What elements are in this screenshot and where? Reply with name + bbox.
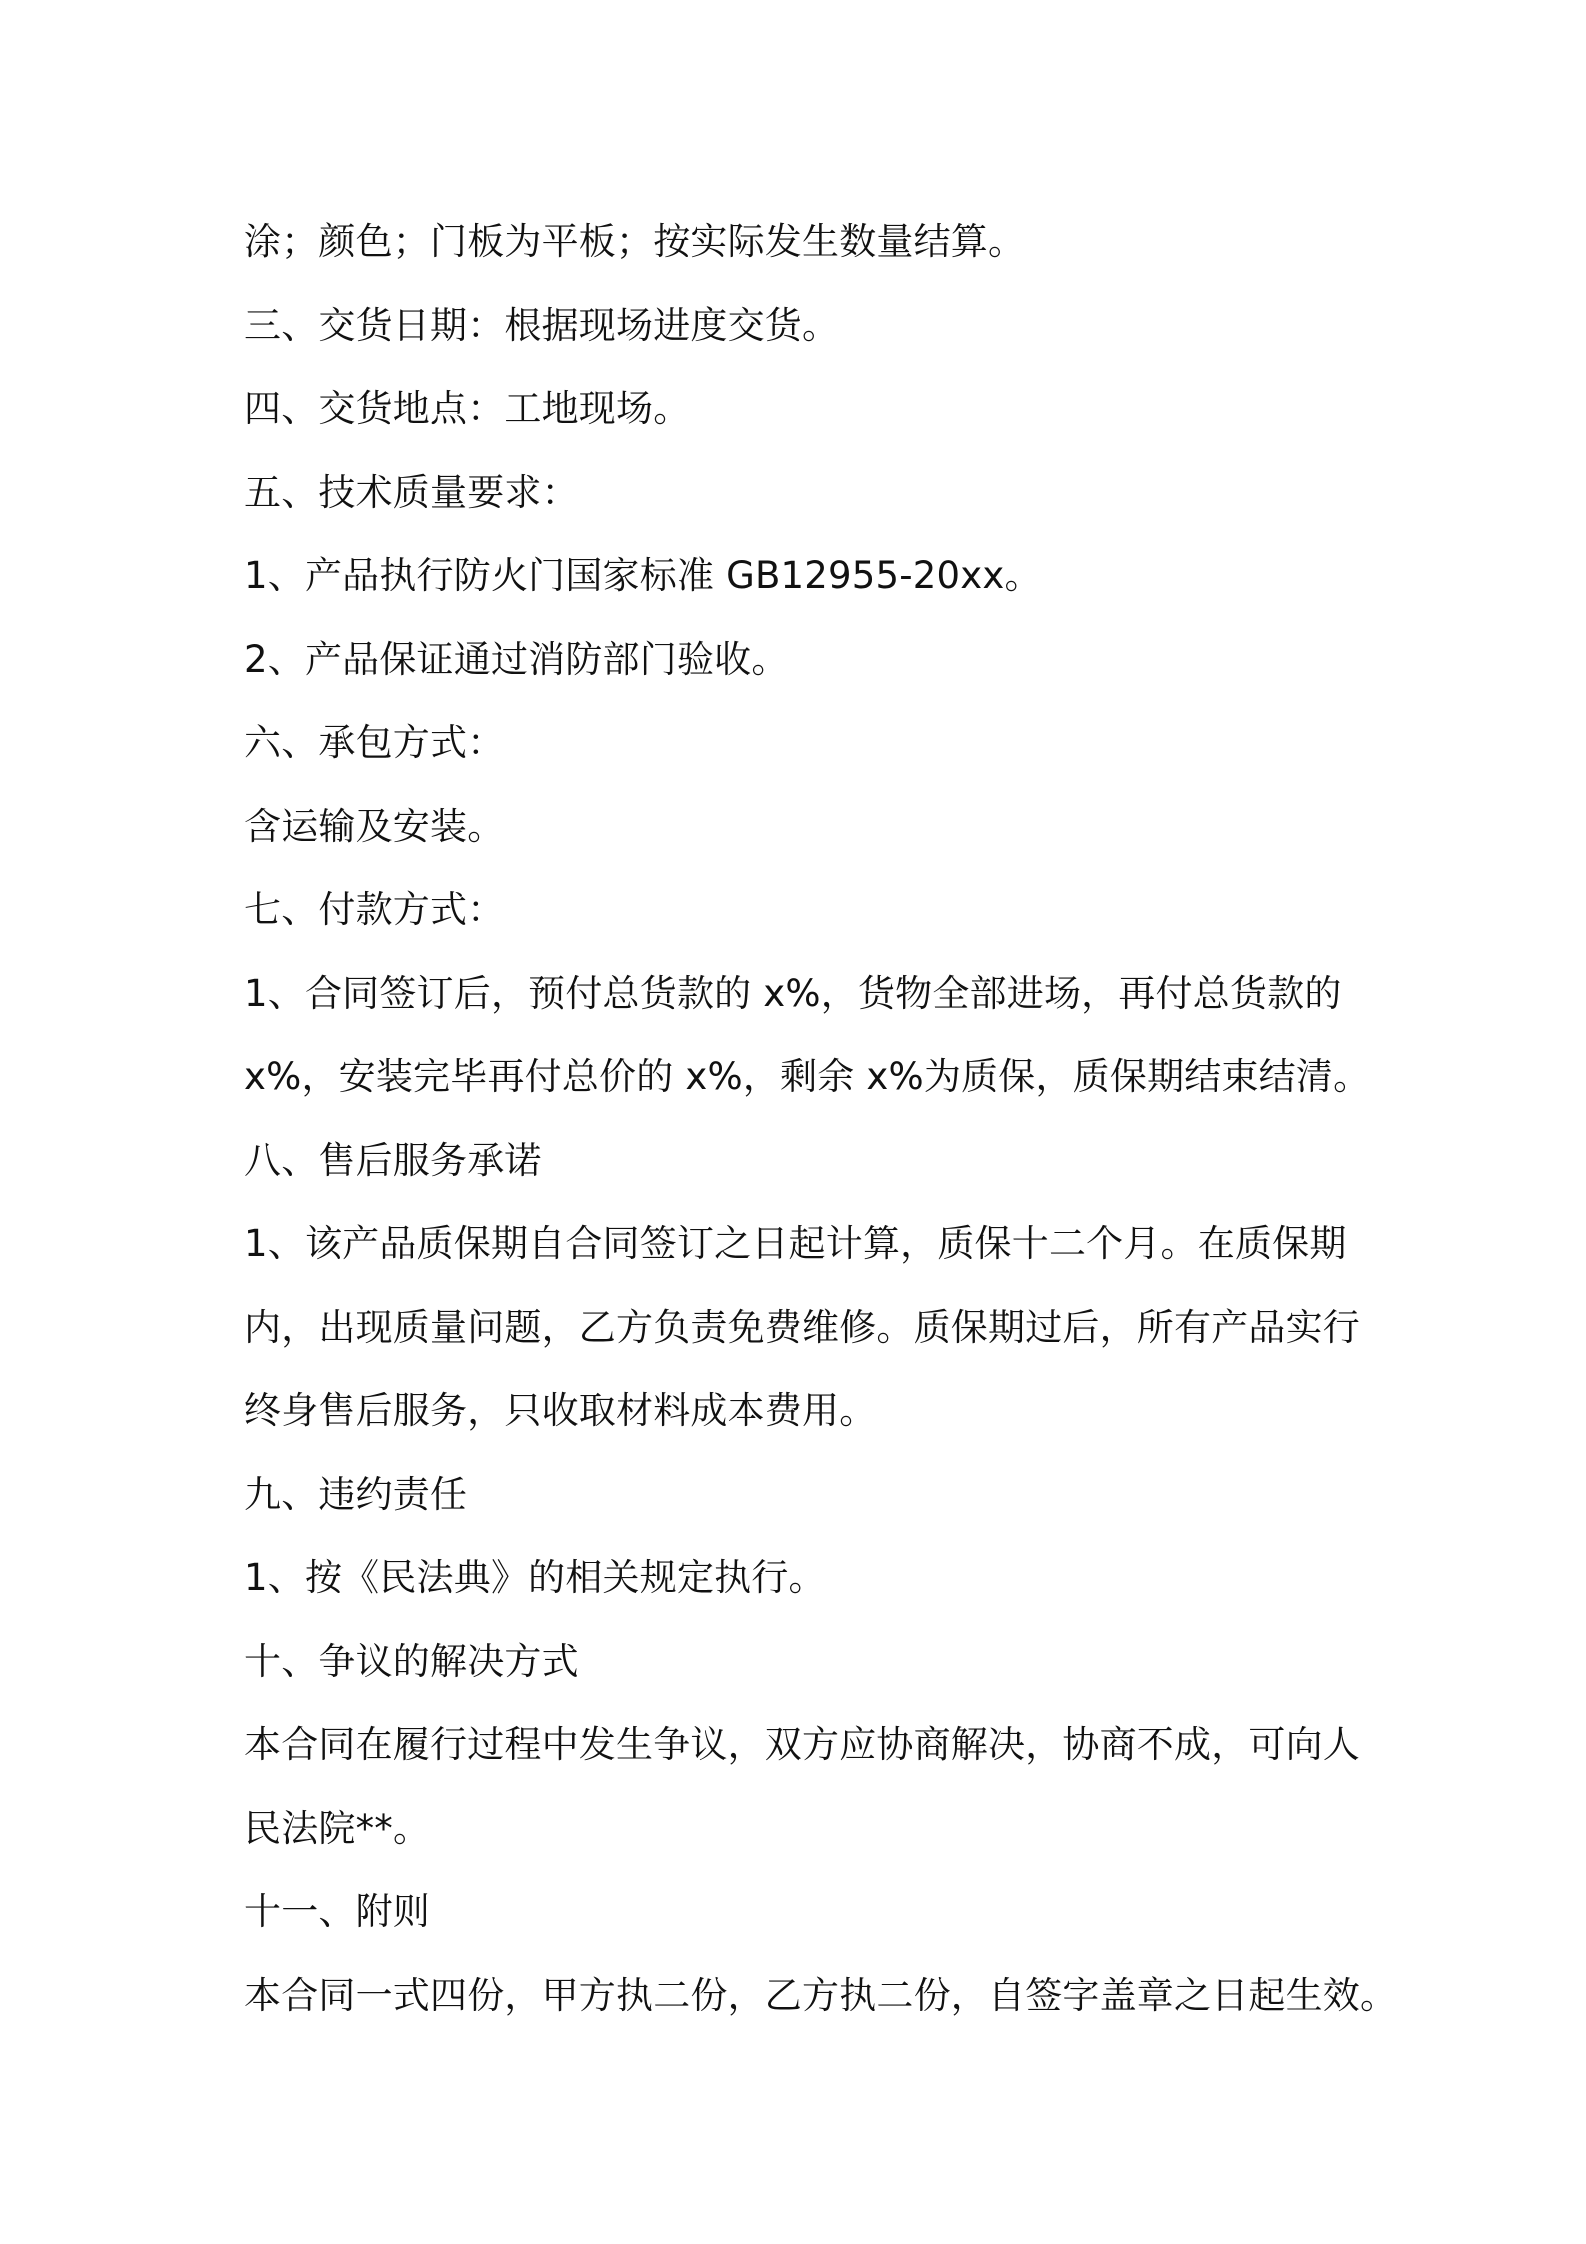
text-line: 1、按《民法典》的相关规定执行。	[244, 1556, 826, 1599]
text-line: 内，出现质量问题，乙方负责免费维修。质保期过后，所有产品实行	[244, 1305, 1360, 1349]
text-line: 终身售后服务，只收取材料成本费用。	[244, 1389, 877, 1432]
text-line: 含运输及安装。	[244, 804, 505, 848]
section-heading-delivery-location: 四、交货地点：工地现场。	[244, 387, 691, 430]
text-line: 涂；颜色；门板为平板；按实际发生数量结算。	[244, 220, 1026, 263]
text-line: 1、产品执行防火门国家标准 GB12955-20xx。	[244, 554, 1042, 597]
text-line: 1、该产品质保期自合同签订之日起计算，质保十二个月。在质保期	[244, 1222, 1347, 1265]
section-heading-delivery-date: 三、交货日期：根据现场进度交货。	[244, 303, 840, 347]
text-line: 民法院**。	[244, 1806, 431, 1850]
text-line: 2、产品保证通过消防部门验收。	[244, 637, 789, 681]
document-body	[244, 200, 1398, 2037]
section-heading-payment-method: 七、付款方式：	[244, 888, 505, 931]
text-line: 本合同一式四份，甲方执二份，乙方执二份，自签字盖章之日起生效。	[244, 1973, 1398, 2017]
section-heading-quality-requirements: 五、技术质量要求：	[244, 470, 579, 514]
section-heading-supplementary: 十一、附则	[244, 1890, 430, 1933]
text-line: 本合同在履行过程中发生争议，双方应协商解决，协商不成，可向人	[244, 1723, 1360, 1766]
section-heading-dispute-resolution: 十、争议的解决方式	[244, 1639, 579, 1683]
text-line: x%，安装完毕再付总价的 x%，剩余 x%为质保，质保期结束结清。	[244, 1055, 1371, 1098]
section-heading-after-sales: 八、售后服务承诺	[244, 1138, 542, 1182]
section-heading-contract-method: 六、承包方式：	[244, 721, 505, 764]
text-line: 1、合同签订后，预付总货款的 x%，货物全部进场，再付总货款的	[244, 971, 1342, 1015]
section-heading-breach-liability: 九、违约责任	[244, 1472, 468, 1516]
